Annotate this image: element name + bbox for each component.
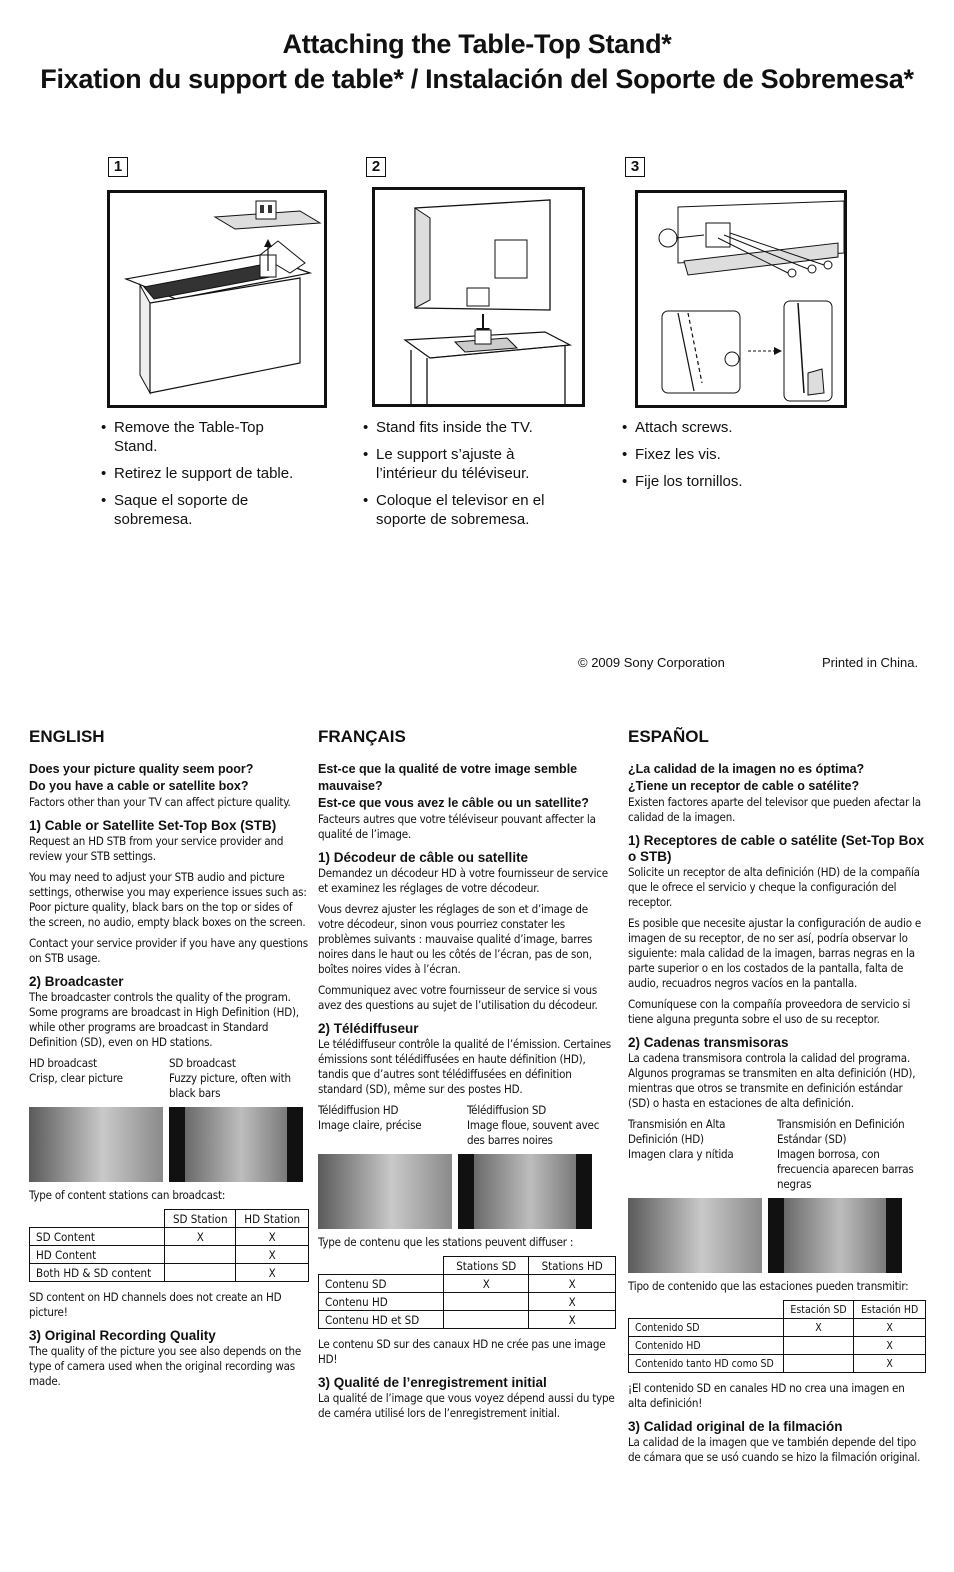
question: Does your picture quality seem poor? (29, 762, 254, 776)
hd-caption: HD broadcast Crisp, clear picture (29, 1056, 123, 1085)
paragraph: Le télédiffuseur contrôle la qualité de l’émission. Certaines émissions sont télédiffusées en haute définition (HD), tandis que d’autres sont télédiffusées en définition standard (SD), même sur des postes HD. (318, 1037, 611, 1096)
sd-photo (768, 1198, 902, 1273)
intro-text: Factors other than your TV can affect picture quality. (29, 795, 291, 809)
sd-caption: SD broadcast Fuzzy picture, often with black bars (169, 1056, 291, 1100)
content-table: Stations SD Stations HD Contenu SD X X Contenu HD X Contenu HD et SD X (318, 1256, 616, 1329)
printed-in: Printed in China. (822, 655, 919, 670)
language-heading: ENGLISH (29, 727, 105, 746)
note: ¡El contenido SD en canales HD no crea una imagen en alta definición! (628, 1381, 905, 1410)
sd-photo (458, 1154, 592, 1229)
paragraph: Demandez un décodeur HD à votre fournisseur de service et examinez les réglages de votre décodeur. (318, 866, 608, 895)
table-row: Contenido tanto HD como SD X (629, 1355, 926, 1373)
step-1-bullets (101, 418, 311, 537)
step-number-2: 2 (366, 157, 386, 177)
paragraph: The broadcaster controls the quality of the program. Some programs are broadcast in High Definition (HD), while other programs are broadcast in Standard Definition (SD), even on HD stations. (29, 990, 299, 1049)
paragraph: Es posible que necesite ajustar la configuración de audio e imagen de su receptor, de no ser así, podría observar lo siguiente: mala calidad de la imagen, barras negras en la parte superior o en los costados de la pantalla, falta de audio, recuadros negros vacíos en la pantalla. (628, 916, 922, 990)
table-caption: Type de contenu que les stations peuvent diffuser : (318, 1235, 574, 1249)
section-heading: 1) Décodeur de câble ou satellite (318, 850, 529, 865)
step-3-bullets (622, 418, 832, 499)
table-row: Contenu HD et SD X (319, 1311, 616, 1329)
screws-attach-icon (638, 193, 844, 405)
copyright: © 2009 Sony Corporation (578, 655, 725, 670)
intro-text: Existen factores aparte del televisor que pueden afectar la calidad de la imagen. (628, 795, 921, 824)
step-number-3: 3 (625, 157, 645, 177)
paragraph: La calidad de la imagen que ve también depende del tipo de cámara que se usó cuando se hizo la filmación original. (628, 1435, 921, 1464)
paragraph: La qualité de l’image que vous voyez dépend aussi du type de caméra utilisé lors de l’enregistrement initial. (318, 1391, 615, 1420)
sd-caption: Transmisión en Definición Estándar (SD) Imagen borrosa, con frecuencia aparecen barras negras (777, 1117, 914, 1191)
step-3-illustration (635, 190, 847, 408)
paragraph: La cadena transmisora controla la calidad del programa. Algunos programas se transmiten en alta definición (HD), mientras que otros se transmite en definición estándar (SD) o hasta en estaciones de alta definición. (628, 1051, 916, 1110)
hd-caption: Télédiffusion HD Image claire, précise (318, 1103, 422, 1132)
question: ¿Tiene un receptor de cable o satélite? (628, 779, 860, 793)
table-row: Contenido HD X (629, 1337, 926, 1355)
paragraph: Request an HD STB from your service provider and review your STB settings. (29, 834, 284, 863)
table-row: SD Content X X (30, 1228, 309, 1246)
spanish-column (628, 727, 926, 1471)
list-item: • Stand fits inside the TV. (363, 418, 573, 437)
question: Est-ce que la qualité de votre image semble mauvaise? (318, 762, 578, 793)
section-heading: 2) Cadenas transmisoras (628, 1035, 789, 1050)
table-row: Both HD & SD content X (30, 1264, 309, 1282)
tv-on-stand-icon (375, 190, 582, 404)
list-item: • Saque el soporte de sobremesa. (101, 491, 311, 529)
paragraph: You may need to adjust your STB audio and picture settings, otherwise you may experience issues such as: Poor picture quality, black bars on the top or sides of the screen, no audio, empty black boxes on the screen. (29, 870, 307, 929)
step-2-illustration (372, 187, 585, 407)
question: ¿La calidad de la imagen no es óptima? (628, 762, 865, 776)
sd-caption: Télédiffusion SD Image floue, souvent avec des barres noires (467, 1103, 600, 1147)
content-table: SD Station HD Station SD Content X X HD Content X Both HD & SD content X (29, 1209, 309, 1282)
hd-photo (628, 1198, 762, 1273)
paragraph: The quality of the picture you see also depends on the type of camera used when the original recording was made. (29, 1344, 302, 1388)
note: Le contenu SD sur des canaux HD ne crée pas une image HD! (318, 1337, 606, 1366)
table-row: HD Content X (30, 1246, 309, 1264)
section-heading: 3) Calidad original de la filmación (628, 1419, 843, 1434)
section-heading: 1) Cable or Satellite Set-Top Box (STB) (29, 818, 277, 833)
list-item: • Retirez le support de table. (101, 464, 311, 483)
note: SD content on HD channels does not create an HD picture! (29, 1290, 282, 1319)
page-title: Attaching the Table-Top Stand* (282, 29, 672, 59)
list-item: • Attach screws. (622, 418, 832, 437)
table-row: Contenu SD X X (319, 1275, 616, 1293)
paragraph: Communiquez avec votre fournisseur de service si vous avez des questions au sujet de l’utilisation du décodeur. (318, 983, 598, 1012)
step-number-1: 1 (108, 157, 128, 177)
section-heading: 3) Original Recording Quality (29, 1328, 216, 1343)
paragraph: Solicite un receptor de alta definición (HD) de la compañía que le ofrece el servicio y cheque la configuración del receptor. (628, 865, 920, 909)
table-row: Contenu HD X (319, 1293, 616, 1311)
list-item: • Remove the Table-Top Stand. (101, 418, 311, 456)
page-subtitle: Fixation du support de table* / Instalación del Soporte de Sobremesa* (40, 64, 914, 94)
list-item: • Fije los tornillos. (622, 472, 832, 491)
content-table: Estación SD Estación HD Contenido SD X X Contenido HD X Contenido tanto HD como SD X (628, 1300, 926, 1373)
hd-photo (318, 1154, 452, 1229)
step-2-bullets (363, 418, 573, 537)
hd-photo (29, 1107, 163, 1182)
table-caption: Type of content stations can broadcast: (29, 1188, 226, 1202)
section-heading: 2) Télédiffuseur (318, 1021, 419, 1036)
list-item: • Le support s’ajuste à l’intérieur du téléviseur. (363, 445, 573, 483)
section-heading: 3) Qualité de l’enregistrement initial (318, 1375, 547, 1390)
section-heading: 1) Receptores de cable o satélite (Set-Top Box o STB) (628, 833, 925, 864)
language-heading: FRANÇAIS (318, 727, 406, 746)
section-heading: 2) Broadcaster (29, 974, 124, 989)
intro-text: Facteurs autres que votre téléviseur pouvant affecter la qualité de l’image. (318, 812, 596, 841)
paragraph: Contact your service provider if you have any questions on STB usage. (29, 936, 308, 965)
question: Do you have a cable or satellite box? (29, 779, 249, 793)
list-item: • Fixez les vis. (622, 445, 832, 464)
step-1-illustration (107, 190, 327, 408)
hd-caption: Transmisión en Alta Definición (HD) Imagen clara y nítida (628, 1117, 734, 1161)
english-column (29, 727, 309, 1395)
box-and-stand-icon (110, 193, 324, 405)
paragraph: Comuníquese con la compañía proveedora de servicio si tiene alguna pregunta sobre el uso de su receptor. (628, 997, 911, 1026)
list-item: • Coloque el televisor en el soporte de sobremesa. (363, 491, 573, 529)
sd-photo (169, 1107, 303, 1182)
table-row: Contenido SD X X (629, 1319, 926, 1337)
question: Est-ce que vous avez le câble ou un satellite? (318, 796, 589, 810)
french-column (318, 727, 616, 1427)
paragraph: Vous devrez ajuster les réglages de son et d’image de votre décodeur, sinon vous pourriez constater les problèmes suivants : mauvaise qualité d’image, barres noires dans le haut ou les côtés de l’écran, pas de son, boîtes noires vides à l’écran. (318, 902, 593, 976)
table-caption: Tipo de contenido que las estaciones pueden transmitir: (628, 1279, 909, 1293)
language-heading: ESPAÑOL (628, 727, 709, 746)
